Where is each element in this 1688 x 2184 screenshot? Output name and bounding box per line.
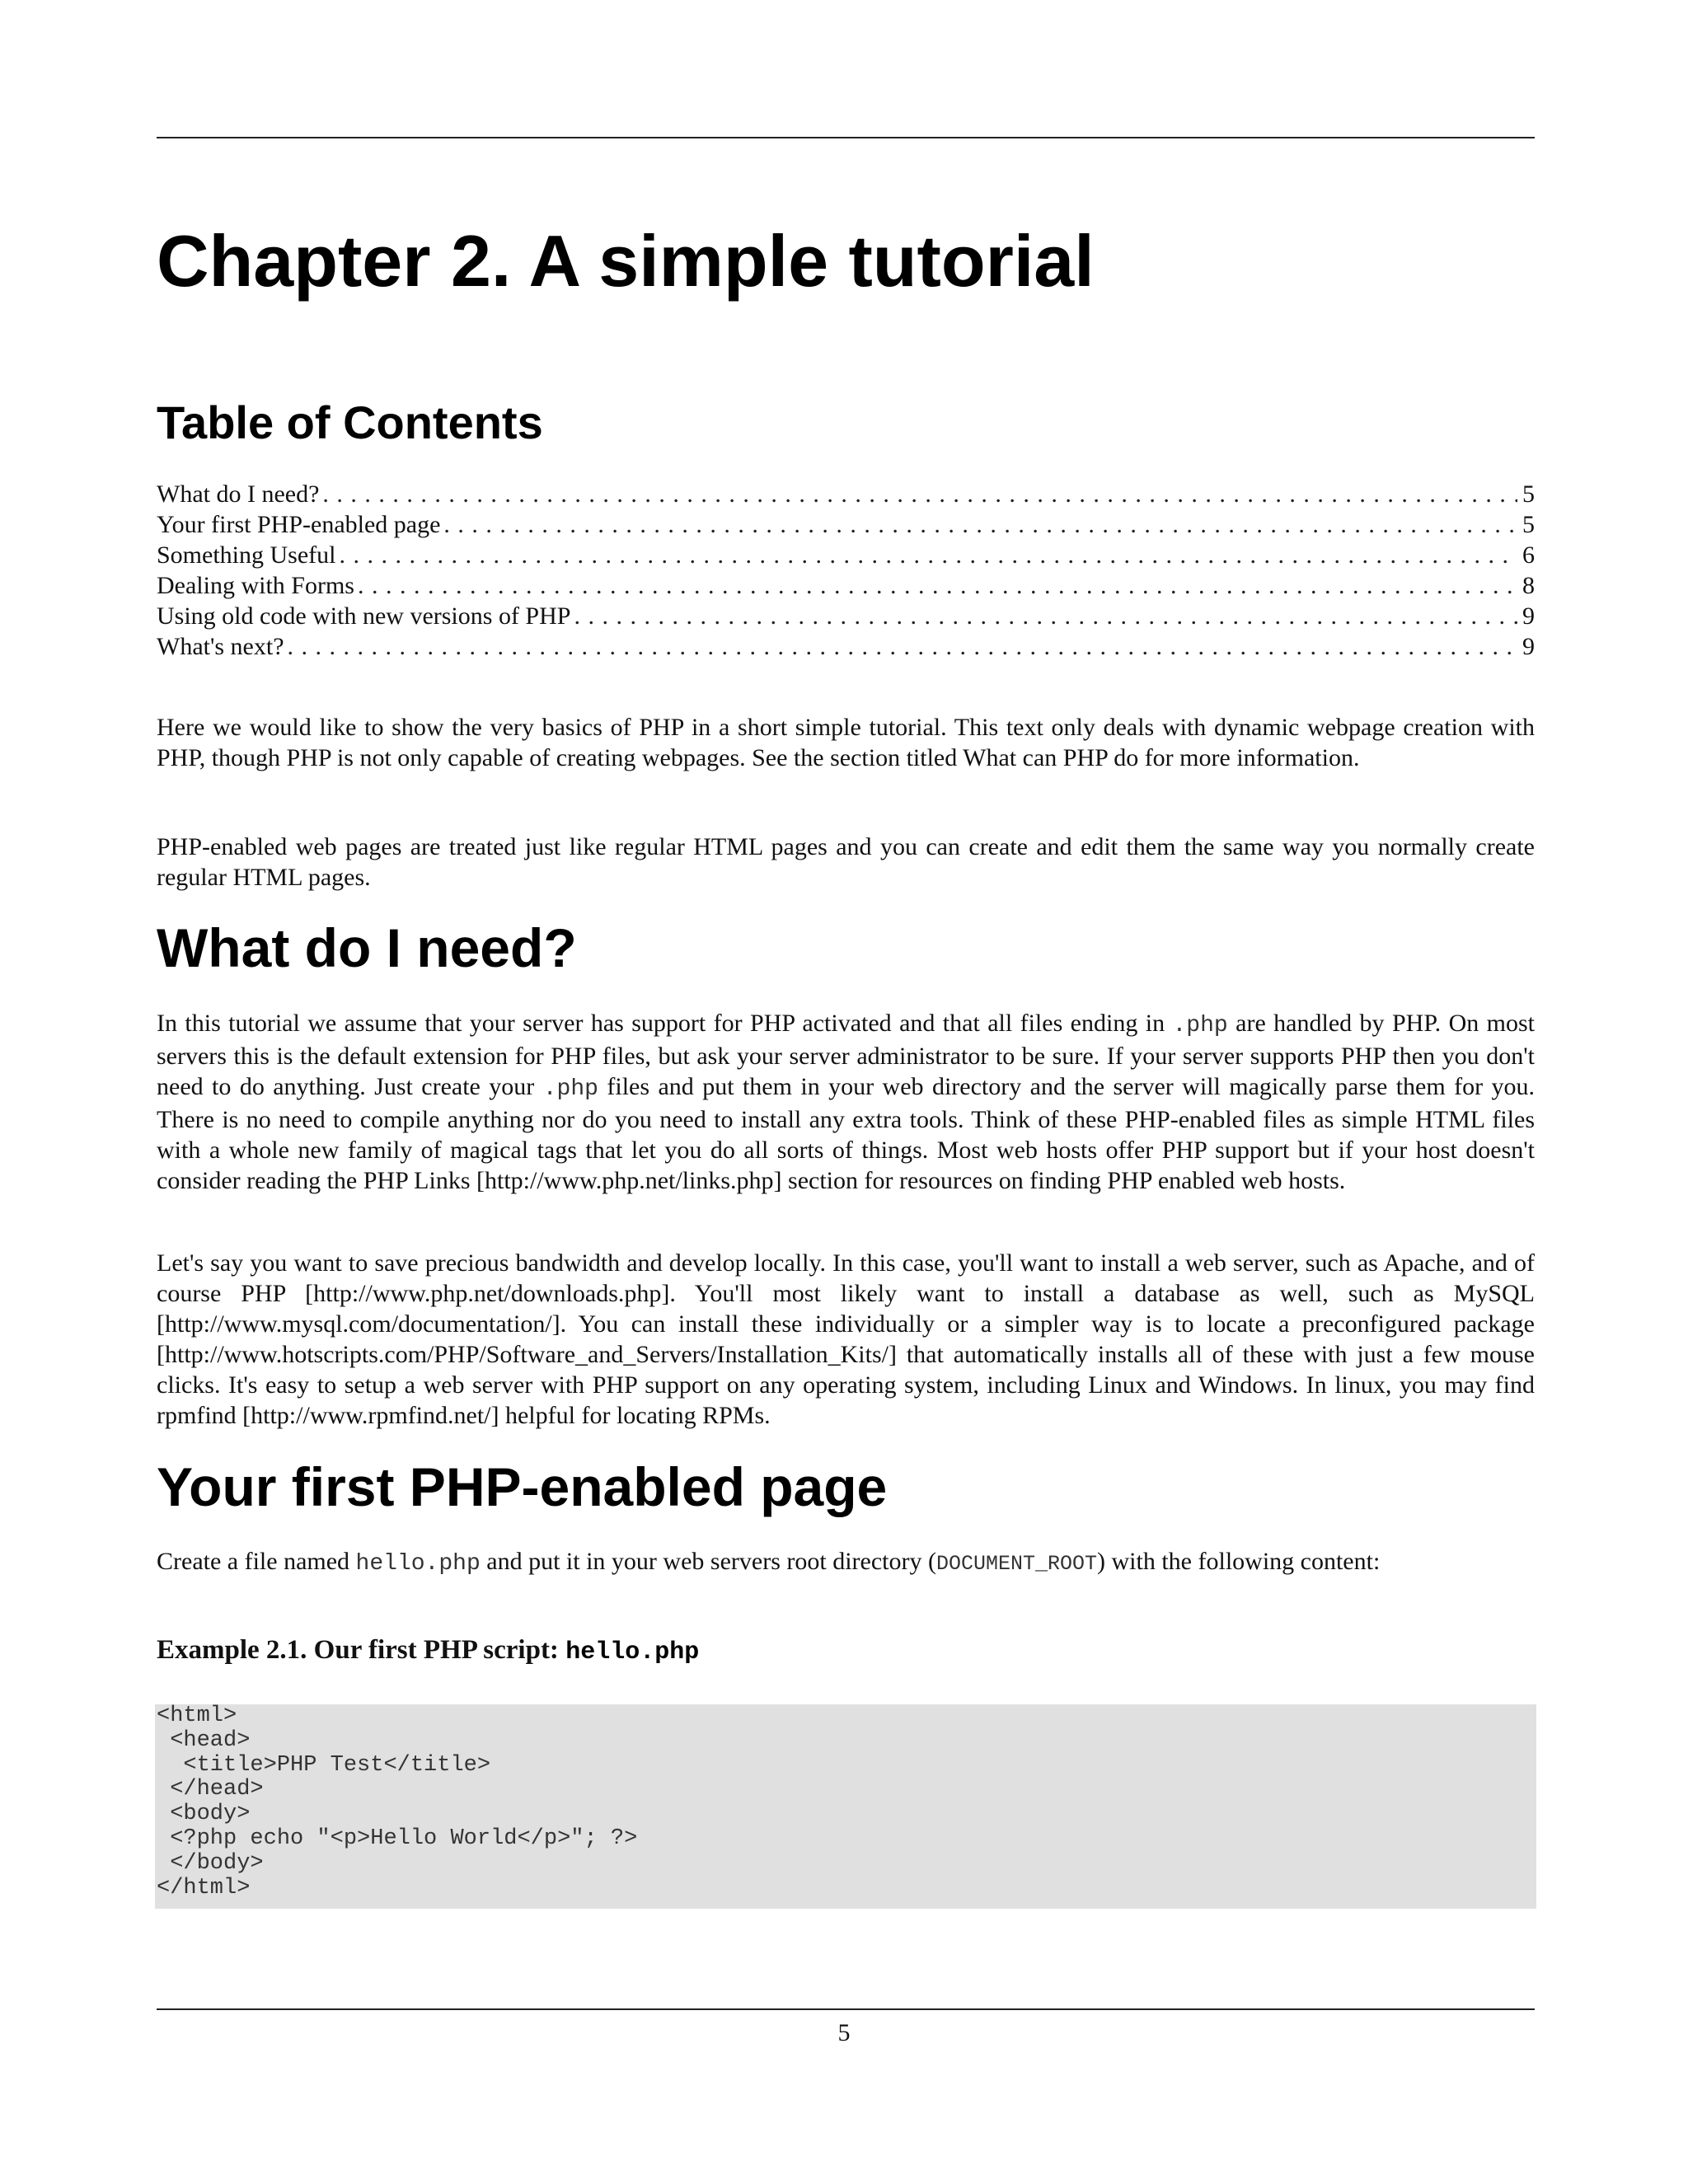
- need-paragraph-2: Let's say you want to save precious bandwidth and develop locally. In this case, you'll want to install a web server, such as Apache, and of course PHP [http://www.php.net/downloads.php]. You'll most likely want to install a database as well, such as MySQL [http://www.mysql.com/documentation/]. You can install these individually or a simpler way is to locate a preconfigured package [http://www.hotscripts.com/PHP/Software_and_Servers/Installation_Kits/] that automatically installs all of these with just a few mouse clicks. It's easy to setup a web server with PHP support on any operating system, including Linux and Windows. In linux, you may find rpmfind [http://www.rpmfind.net/] helpful for locating RPMs.: [157, 1249, 1535, 1429]
- toc-entry-label: Dealing with Forms: [157, 572, 354, 599]
- code-line: </head>: [157, 1777, 264, 1802]
- code-line: <head>: [157, 1727, 251, 1753]
- text-run: Create a file named: [157, 1548, 350, 1575]
- toc-leader-dots: [358, 570, 1517, 601]
- need-paragraph-1: [157, 1008, 1535, 1196]
- toc-leader-dots: [322, 479, 1517, 509]
- section-heading-first-php-page: Your first PHP-enabled page: [157, 1456, 888, 1517]
- header-rule: [157, 137, 1535, 138]
- code-line: <html>: [157, 1704, 237, 1728]
- toc-entry-page: 8: [1522, 572, 1535, 599]
- first-page-paragraph: [157, 1546, 1535, 1579]
- toc-entry-label: What's next?: [157, 633, 284, 660]
- text-run: In this tutorial we assume that your server has support for PHP activated and that all files ending in: [157, 1010, 1165, 1037]
- toc-entry-label: Something Useful: [157, 541, 336, 569]
- toc-entry-page: 9: [1522, 633, 1535, 660]
- chapter-title: Chapter 2. A simple tutorial: [157, 220, 1095, 302]
- text-run: files and put them in your web directory and the server will magically parse them for you. There is no need to compile anything nor do you need to install any extra tools. Think of these PHP-enabled files as simple HTML files with a whole new family of magical tags that let you do all sorts of things. Most web hosts offer PHP support but if your host doesn't consider reading the PHP Links [http://www.php.net/links.php] section for resources on finding PHP enabled web hosts.: [157, 1073, 1536, 1194]
- intro-paragraph-2: PHP-enabled web pages are treated just like regular HTML pages and you can create and edit them the same way you normally create regular HTML pages.: [157, 833, 1535, 891]
- toc-entry-label: Using old code with new versions of PHP: [157, 602, 571, 630]
- intro-paragraph-1: Here we would like to show the very basics of PHP in a short simple tutorial. This text only deals with dynamic webpage creation with PHP, though PHP is not only capable of creating webpages. See the section titled What can PHP do for more information.: [157, 714, 1535, 771]
- text-run: and put it in your web servers root directory (: [486, 1548, 936, 1575]
- toc-entry[interactable]: [157, 570, 1535, 601]
- table-of-contents: [157, 479, 1535, 662]
- example-title: [157, 1633, 1535, 1669]
- inline-code-php-ext: .php: [542, 1076, 598, 1102]
- toc-entry-page: 5: [1522, 511, 1535, 538]
- toc-entry-page: 5: [1522, 480, 1535, 508]
- example-title-code: hello.php: [565, 1638, 700, 1666]
- toc-heading: Table of Contents: [157, 396, 543, 448]
- code-line: <?php echo "<p>Hello World</p>"; ?>: [157, 1825, 638, 1851]
- toc-entry-page: 9: [1522, 602, 1535, 630]
- toc-entry[interactable]: [157, 479, 1535, 509]
- toc-entry-label: What do I need?: [157, 480, 320, 508]
- code-line: <title>PHP Test</title>: [157, 1752, 491, 1778]
- code-line: <body>: [157, 1802, 251, 1827]
- toc-entry-page: 6: [1522, 541, 1535, 569]
- code-line: </html>: [157, 1875, 251, 1900]
- toc-entry-label: Your first PHP-enabled page: [157, 511, 441, 538]
- toc-entry[interactable]: [157, 540, 1535, 570]
- toc-leader-dots: [443, 509, 1517, 540]
- section-heading-what-do-i-need: What do I need?: [157, 917, 577, 978]
- code-block: [155, 1704, 1536, 1909]
- toc-leader-dots: [340, 540, 1518, 570]
- inline-code-filename: hello.php: [355, 1551, 481, 1577]
- toc-entry[interactable]: [157, 631, 1535, 662]
- toc-entry[interactable]: [157, 509, 1535, 540]
- toc-entry[interactable]: [157, 601, 1535, 631]
- code-line: </body>: [157, 1850, 264, 1876]
- inline-code-document-root: DOCUMENT_ROOT: [935, 1552, 1098, 1576]
- inline-code-php-ext: .php: [1172, 1013, 1228, 1038]
- text-run: are handled by PHP. On most servers this is the default extension for PHP files, but ask your server administrator to be sure. If your server supports PHP then you don't need to do anything. Just create your: [157, 1010, 1536, 1100]
- footer-rule: [157, 2008, 1535, 2010]
- text-run: ) with the following content:: [1097, 1548, 1381, 1575]
- page-number: 5: [837, 2019, 851, 2046]
- toc-leader-dots: [288, 631, 1517, 662]
- toc-leader-dots: [574, 601, 1517, 631]
- example-title-prefix: Example 2.1. Our first PHP script:: [157, 1635, 559, 1665]
